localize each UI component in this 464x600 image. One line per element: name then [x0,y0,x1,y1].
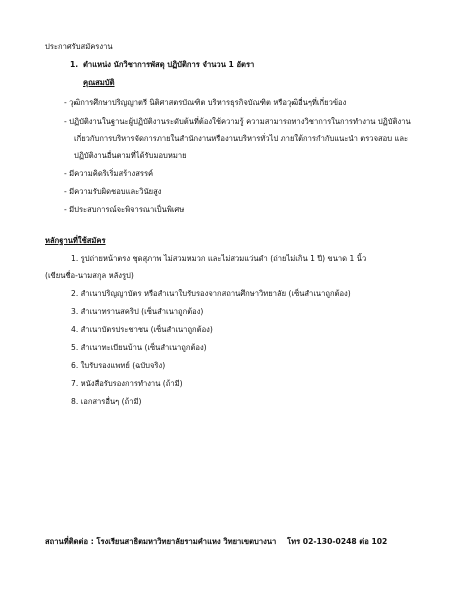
evidence-heading: หลักฐานที่ใช้สมัคร [45,236,106,245]
qualification-line: - มีความรับผิดชอบและวินัยสูง [64,187,162,196]
position-number: 1. [70,60,79,69]
qualification-line: เกี่ยวกับการบริหารจัดการภายในสำนักงานหรืองานบริหารทั่วไป ภายใต้การกำกับแนะนำ ตรวจสอบ และ [74,134,409,143]
qualifications-heading: คุณสมบัติ [83,78,115,87]
qualification-line: ปฏิบัติงานอื่นตามที่ได้รับมอบหมาย [74,151,187,160]
document-header: ประกาศรับสมัครงาน [45,42,113,51]
evidence-item: 1. รูปถ่ายหน้าตรง ชุดสุภาพ ไม่สวมหมวก และไม่สวมแว่นดำ (ถ่ายไม่เกิน 1 ปี) ขนาด 1 นิ้ว [71,254,367,263]
evidence-item: 3. สำเนาทรานสคริป (เซ็นสำเนาถูกต้อง) [71,307,204,316]
qualification-line: - มีความคิดริเริ่มสร้างสรรค์ [64,169,154,178]
evidence-item-note: (เขียนชื่อ-นามสกุล หลังรูป) [45,271,134,280]
position-title: ตำแหน่ง นักวิชาการพัสดุ ปฏิบัติการ จำนวน 1 อัตรา [83,60,255,69]
contact-label: สถานที่ติดต่อ : โรงเรียนสาธิตมหาวิทยาลัยรามคำแหง วิทยาเขตบางนา [45,537,277,546]
evidence-item: 6. ใบรับรองแพทย์ (ฉบับจริง) [71,361,166,370]
evidence-item: 4. สำเนาบัตรประชาชน (เซ็นสำเนาถูกต้อง) [71,325,213,334]
qualification-line: - ปฏิบัติงานในฐานะผู้ปฏิบัติงานระดับต้นที่ต้องใช้ความรู้ ความสามารถทางวิชาการในการทำงาน ปฏิบัติงาน [64,117,411,126]
evidence-item: 7. หนังสือรับรองการทำงาน (ถ้ามี) [71,379,183,388]
evidence-item: 2. สำเนาปริญญาบัตร หรือสำเนาใบรับรองจากสถานศึกษาวิทยาลัย (เซ็นสำเนาถูกต้อง) [71,289,351,298]
qualification-line: - มีประสบการณ์จะพิจารณาเป็นพิเศษ [64,205,185,214]
qualification-line: - วุฒิการศึกษาปริญญาตรี นิติศาสตรบัณฑิต บริหารธุรกิจบัณฑิต หรือวุฒิอื่นๆที่เกี่ยวข้อง [64,98,347,107]
evidence-item: 5. สำเนาทะเบียนบ้าน (เซ็นสำเนาถูกต้อง) [71,343,207,352]
contact-phone: โทร 02-130-0248 ต่อ 102 [287,537,388,546]
evidence-item: 8. เอกสารอื่นๆ (ถ้ามี) [71,397,142,406]
